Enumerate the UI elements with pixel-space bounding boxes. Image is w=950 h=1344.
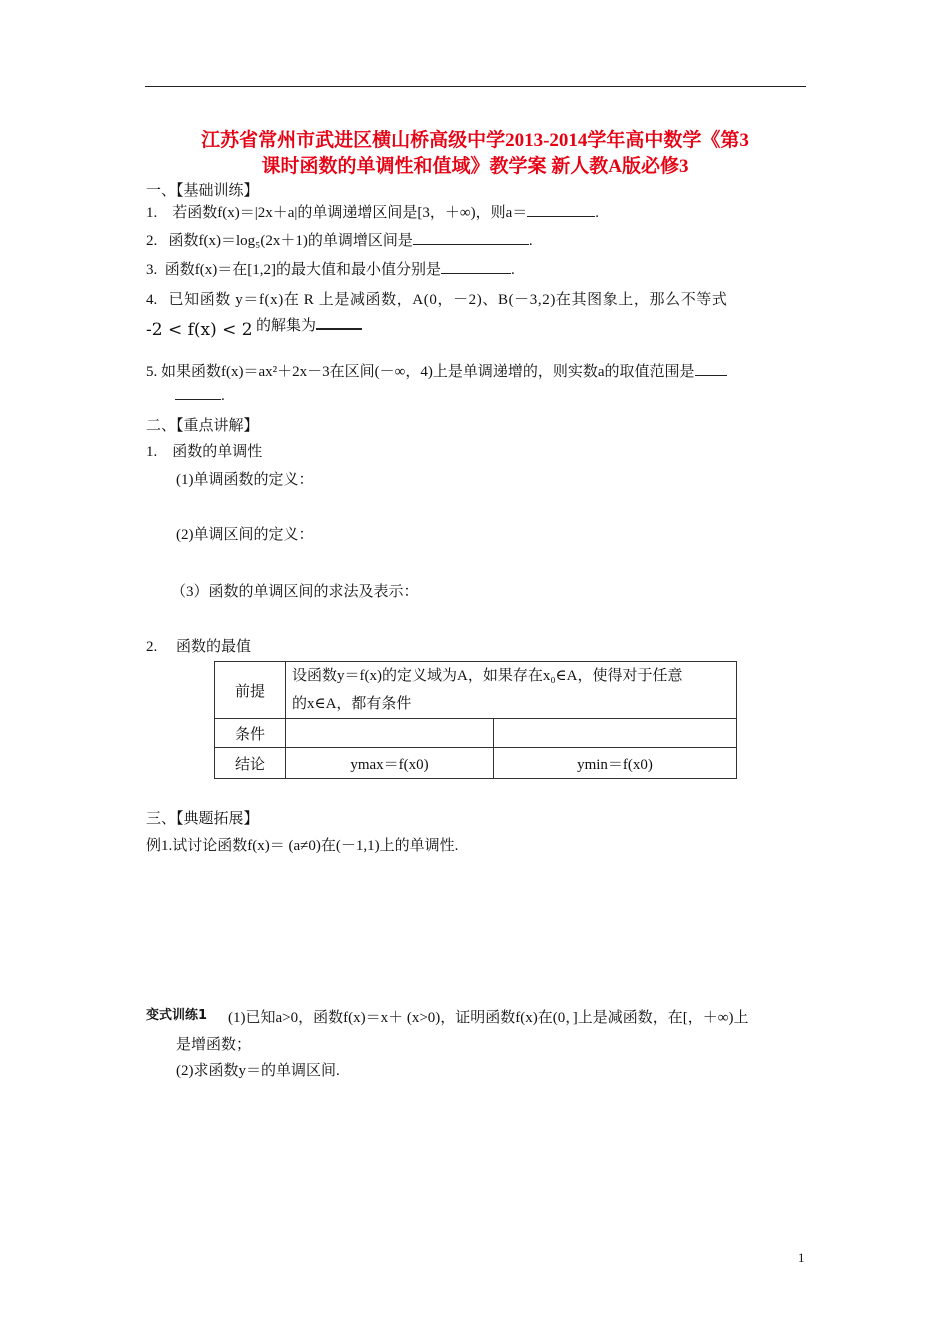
question-4-text: 已知函数 y＝f(x)在 R 上是减函数，A(0，－2)、B(－3,2)在其图象上，那么不等式 <box>168 292 728 308</box>
section2-heading: 二、【重点讲解】 <box>146 418 259 434</box>
question-3-num: 3. <box>146 262 158 278</box>
condition-max-cell <box>286 719 494 748</box>
answer-blank-5b <box>175 385 221 400</box>
answer-blank-4 <box>316 314 362 330</box>
question-2 <box>146 229 533 250</box>
premise-label: 前提 <box>215 662 286 719</box>
variant-training-badge: 变式训练1 <box>146 1008 208 1023</box>
question-1-text: 若函数f(x)＝|2x＋a|的单调递增区间是[3，＋∞)，则a＝ <box>172 205 528 221</box>
question-5-text: 如果函数f(x)＝ax²＋2x－3在区间(－∞，4)上是单调递增的，则实数a的取值范围是 <box>161 364 695 380</box>
condition-label: 条件 <box>215 719 286 748</box>
variant-line-3: (2)求函数y＝的单调区间. <box>176 1063 340 1079</box>
doc-title-line1: 江苏省常州市武进区横山桥高级中学2013-2014学年高中数学《第3 <box>201 130 749 151</box>
topic-2-label: 函数的最值 <box>176 637 252 655</box>
question-1-tail: . <box>595 205 599 221</box>
question-1 <box>146 201 599 222</box>
premise-text-2: 的x∈A，都有条件 <box>292 696 412 712</box>
example-1: 例1.试讨论函数f(x)＝ (a≠0)在(－1,1)上的单调性. <box>146 838 459 854</box>
answer-blank-1 <box>527 202 595 217</box>
question-5-num: 5. <box>146 364 158 380</box>
variant-line-1: (1)已知a>0，函数f(x)＝x＋ (x>0)，证明函数f(x)在(0，]上是减函数，在[，＋∞)上 <box>228 1010 749 1026</box>
sub-definition-interval: (2)单调区间的定义： <box>176 527 314 543</box>
answer-blank-5a <box>695 361 727 376</box>
conclusion-min: ymin＝f(x0) <box>494 748 737 779</box>
question-4-num: 4. <box>146 292 158 308</box>
answer-blank-2 <box>413 230 529 245</box>
question-1-num: 1. <box>146 205 158 221</box>
section1-heading: 一、【基础训练】 <box>146 183 259 199</box>
extremum-table <box>214 661 737 779</box>
topic-1-num: 1. <box>146 444 158 460</box>
table-row-conclusion <box>215 748 737 779</box>
question-4 <box>146 288 806 309</box>
header-rule <box>145 86 806 87</box>
conclusion-max: ymax＝f(x0) <box>286 748 494 779</box>
page-number: 1 <box>798 1250 805 1265</box>
question-2-text: 函数f(x)＝log₅(2x＋1)的单调增区间是 <box>168 233 413 249</box>
question-5 <box>146 360 727 381</box>
question-3-text: 函数f(x)＝在[1,2]的最大值和最小值分别是 <box>164 262 441 278</box>
question-2-num: 2. <box>146 233 158 249</box>
section3-heading: 三、【典题拓展】 <box>146 811 259 827</box>
doc-title-line2: 课时函数的单调性和值域》教学案 新人教A版必修3 <box>261 156 689 177</box>
question-2-tail: . <box>528 233 533 249</box>
condition-min-cell <box>494 719 737 748</box>
variant-line-2: 是增函数； <box>176 1037 252 1053</box>
sub-interval-method: （3）函数的单调区间的求法及表示： <box>171 584 419 600</box>
premise-cell <box>286 662 737 719</box>
question-4-cont <box>256 314 362 335</box>
answer-blank-3 <box>441 259 511 274</box>
table-row-condition <box>215 719 737 748</box>
topic-monotonicity <box>146 440 262 461</box>
sub-definition-monotone: (1)单调函数的定义： <box>176 472 314 488</box>
topic-2-num: 2. <box>146 639 158 655</box>
topic-extremum <box>146 635 251 656</box>
question-3-tail: . <box>510 262 515 278</box>
table-row-premise <box>215 662 737 719</box>
inequality-expression: -2 < f(x) < 2 <box>146 320 253 340</box>
question-4-text2: 的解集为 <box>256 318 317 334</box>
topic-1-label: 函数的单调性 <box>172 442 263 460</box>
question-5-cont: . <box>175 385 225 405</box>
conclusion-label: 结论 <box>215 748 286 779</box>
question-3 <box>146 258 515 279</box>
premise-text-1: 设函数y＝f(x)的定义域为A，如果存在x₀∈A，使得对于任意 <box>292 668 683 684</box>
